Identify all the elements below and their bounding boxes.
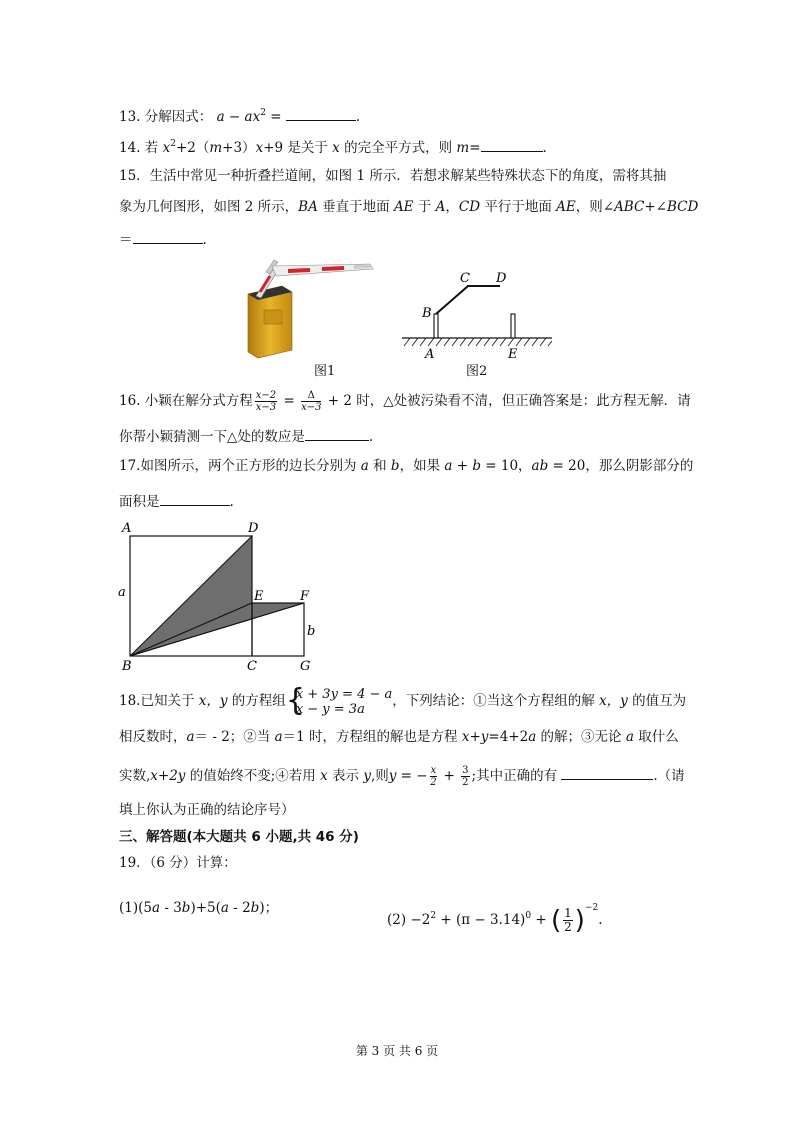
- post-e: [511, 314, 515, 338]
- text: (1)(5: [119, 900, 152, 916]
- q17-line1: [119, 456, 693, 476]
- text: + (π − 3.14): [436, 912, 526, 928]
- var-a: a: [528, 729, 537, 745]
- text: ＝ - 2；②当: [194, 729, 275, 745]
- period: .: [598, 912, 603, 928]
- equals: =: [469, 140, 481, 156]
- q16-answer-blank: [305, 426, 369, 441]
- q13-number: 13.: [119, 109, 141, 125]
- q14: [119, 134, 547, 158]
- seg-ba: BA: [298, 199, 318, 215]
- fraction: [301, 390, 321, 413]
- text: .（请: [653, 768, 685, 784]
- text: +∠: [644, 199, 667, 215]
- ground-hatching: [404, 338, 552, 346]
- denominator: 2: [430, 777, 437, 788]
- var-a: a: [186, 729, 195, 745]
- text: ＝1 时，方程组的解也是方程: [282, 729, 462, 745]
- q13-answer-blank: [286, 106, 356, 121]
- var-x: x: [162, 140, 171, 156]
- text: 取什么: [633, 729, 679, 745]
- text: 的值互为: [627, 693, 687, 709]
- q18-line1: [119, 684, 686, 718]
- text: )；: [259, 900, 279, 916]
- text: 若: [144, 140, 163, 156]
- text: ;其中正确的有: [471, 768, 562, 784]
- page-footer: 第 3 页 共 6 页: [355, 1044, 439, 1058]
- label-f: F: [300, 589, 310, 604]
- var-ax: ax: [244, 109, 261, 125]
- text: +9 是关于: [263, 140, 333, 156]
- var-a: a: [274, 729, 283, 745]
- label-side-b: b: [307, 624, 316, 639]
- text: 18.已知关于: [119, 693, 199, 709]
- label-b: B: [122, 659, 132, 674]
- brace-icon: {: [285, 682, 305, 718]
- fraction: [430, 765, 438, 788]
- text: 平行于地面: [480, 199, 557, 215]
- period: .: [368, 429, 374, 445]
- angle-bcd: BCD: [666, 199, 699, 215]
- label-side-a: a: [118, 585, 126, 600]
- text: ，: [445, 199, 459, 215]
- expr: a + b: [444, 458, 481, 474]
- seg-ae: AE: [393, 199, 414, 215]
- q15-line1: 15．生活中常见一种折叠拦道闸，如图 1 所示．若想求解某些特殊状态下的角度，需将其抽: [119, 168, 667, 184]
- figure-2-geometry: [400, 262, 560, 362]
- text: 实数,: [119, 768, 151, 784]
- fraction: [461, 765, 469, 788]
- vars: x，y: [599, 693, 628, 709]
- var-a: a: [151, 900, 161, 916]
- var-a: a: [625, 729, 634, 745]
- var-y: y: [363, 768, 371, 784]
- text: ，则∠: [575, 199, 615, 215]
- text: 垂直于地面: [317, 199, 394, 215]
- text: +: [531, 912, 551, 928]
- arm-bcd: [436, 286, 500, 314]
- q19-head: 19．（6 分）计算：: [119, 855, 237, 871]
- q15-line2: [119, 197, 698, 217]
- equation-2: x − y = 3a: [295, 701, 365, 717]
- paren-left-icon: (: [550, 905, 562, 936]
- label-d: D: [496, 271, 507, 286]
- expr: x+2y: [150, 768, 186, 784]
- expr: ab: [531, 458, 549, 474]
- text: +: [439, 768, 460, 784]
- q18-line4: 填上你认为正确的结论序号）: [119, 802, 295, 818]
- q18-line3: [119, 762, 685, 790]
- exponent: 0: [525, 911, 532, 921]
- label-g: G: [300, 659, 311, 674]
- var-a: a: [220, 900, 229, 916]
- text: = −: [396, 768, 428, 784]
- label-d: D: [248, 521, 259, 536]
- equation-system: [285, 682, 393, 718]
- label-c: C: [247, 659, 257, 674]
- label-b: B: [422, 306, 432, 321]
- var-a: a: [360, 458, 369, 474]
- seg-cd: CD: [458, 199, 481, 215]
- text: 相反数时，: [119, 729, 187, 745]
- text: + 2 时，△处被污染看不清，但正确答案是：此方程无解．请: [323, 393, 691, 409]
- fraction: [563, 907, 573, 934]
- figure-1-barrier-gate: [236, 252, 378, 362]
- var-b: b: [250, 900, 260, 916]
- equals: =: [279, 393, 300, 409]
- var-x: x: [332, 140, 340, 156]
- text: 面积是: [119, 494, 160, 510]
- text: 表示: [327, 768, 364, 784]
- text: 你帮小颖猜测一下△处的数应是: [119, 429, 305, 445]
- exponent: 2: [170, 139, 176, 149]
- period: .: [229, 494, 234, 510]
- denominator: x−3: [255, 402, 277, 413]
- exponent: 2: [260, 108, 266, 118]
- text: = 10，: [480, 458, 532, 474]
- equation-1: x + 3y = 4 − a: [295, 686, 393, 702]
- text: 的方程组: [227, 693, 286, 709]
- expr: x+y: [461, 729, 489, 745]
- text: =4+2: [488, 729, 529, 745]
- text: 象为几何图形，如图 2 所示，: [119, 199, 299, 215]
- figure-1-caption: 图1: [314, 364, 336, 379]
- text: - 3: [160, 900, 182, 916]
- text: ，下列结论：①当这个方程组的解: [392, 693, 600, 709]
- text: 16. 小颖在解分式方程: [119, 393, 253, 409]
- text: ,则: [370, 768, 389, 784]
- text: +3）: [222, 140, 256, 156]
- text: = 20，那么阴影部分的: [548, 458, 694, 474]
- q13-text: 分解因式：: [144, 109, 213, 125]
- var-y: y: [388, 768, 397, 784]
- figure-2-caption: 图2: [466, 364, 488, 379]
- q17-answer-blank: [160, 491, 230, 506]
- text: +2（: [175, 140, 210, 156]
- var-b: b: [390, 458, 400, 474]
- q16-line1: [119, 390, 691, 413]
- minus: −: [224, 109, 245, 125]
- text: 和: [368, 458, 391, 474]
- numerator: x: [430, 765, 437, 776]
- q18-answer-blank: [561, 765, 653, 780]
- q15-line3: [119, 229, 207, 250]
- var-a: a: [216, 109, 225, 125]
- section-3-title: 三、解答题(本大题共 6 小题,共 46 分): [119, 829, 359, 845]
- text: 于: [413, 199, 436, 215]
- exponent: 2: [430, 911, 437, 921]
- var-b: b: [181, 900, 191, 916]
- q14-number: 14.: [119, 140, 141, 156]
- seg-ae: AE: [556, 199, 576, 215]
- text: - 2: [228, 900, 251, 916]
- text: (2) −2: [387, 912, 431, 928]
- numerator: 3: [462, 765, 469, 776]
- q16-line2: [119, 426, 373, 447]
- var-m: m: [209, 140, 223, 156]
- var-x: x: [255, 140, 264, 156]
- q17-line2: [119, 491, 234, 512]
- post-ab: [434, 314, 438, 338]
- q19-part1: [119, 898, 278, 918]
- exponent: −2: [584, 903, 599, 913]
- period: .: [355, 109, 361, 125]
- shaded-triangle-bde: [130, 536, 252, 656]
- denominator: x−3: [301, 402, 322, 413]
- var-x: x: [320, 768, 328, 784]
- period: .: [542, 140, 547, 156]
- label-a: A: [122, 521, 132, 536]
- label-e: E: [254, 589, 264, 604]
- text: 的完全平方式，则: [339, 140, 457, 156]
- fraction: [255, 390, 277, 413]
- period: .: [202, 232, 207, 248]
- label-a: A: [425, 347, 435, 362]
- label-c: C: [460, 271, 470, 286]
- label-e: E: [508, 347, 518, 362]
- point-a: A: [435, 199, 446, 215]
- numerator: Δ: [301, 390, 321, 402]
- text: 的解；③无论: [536, 729, 626, 745]
- text: )+5(: [190, 900, 221, 916]
- denominator: 2: [564, 920, 572, 934]
- gate-post-panel: [264, 310, 282, 324]
- q18-line2: [119, 727, 679, 747]
- denominator: 2: [462, 777, 469, 788]
- text: 17.如图所示，两个正方形的边长分别为: [119, 458, 361, 474]
- equals: ＝: [119, 232, 133, 248]
- q15-answer-blank: [133, 229, 203, 244]
- q19-part2: [387, 888, 603, 936]
- numerator: 1: [564, 906, 572, 920]
- angle-abc: ABC: [614, 199, 645, 215]
- vars: x，y: [198, 693, 228, 709]
- var-m: m: [456, 140, 470, 156]
- equals: =: [265, 109, 286, 125]
- numerator: x−2: [255, 390, 277, 401]
- text: 的值始终不变;④若用: [185, 768, 321, 784]
- q14-answer-blank: [481, 137, 543, 152]
- paren-right-icon: ): [574, 905, 585, 936]
- text: ，如果: [399, 458, 445, 474]
- q13: [119, 103, 360, 127]
- figure-two-squares: [114, 518, 324, 674]
